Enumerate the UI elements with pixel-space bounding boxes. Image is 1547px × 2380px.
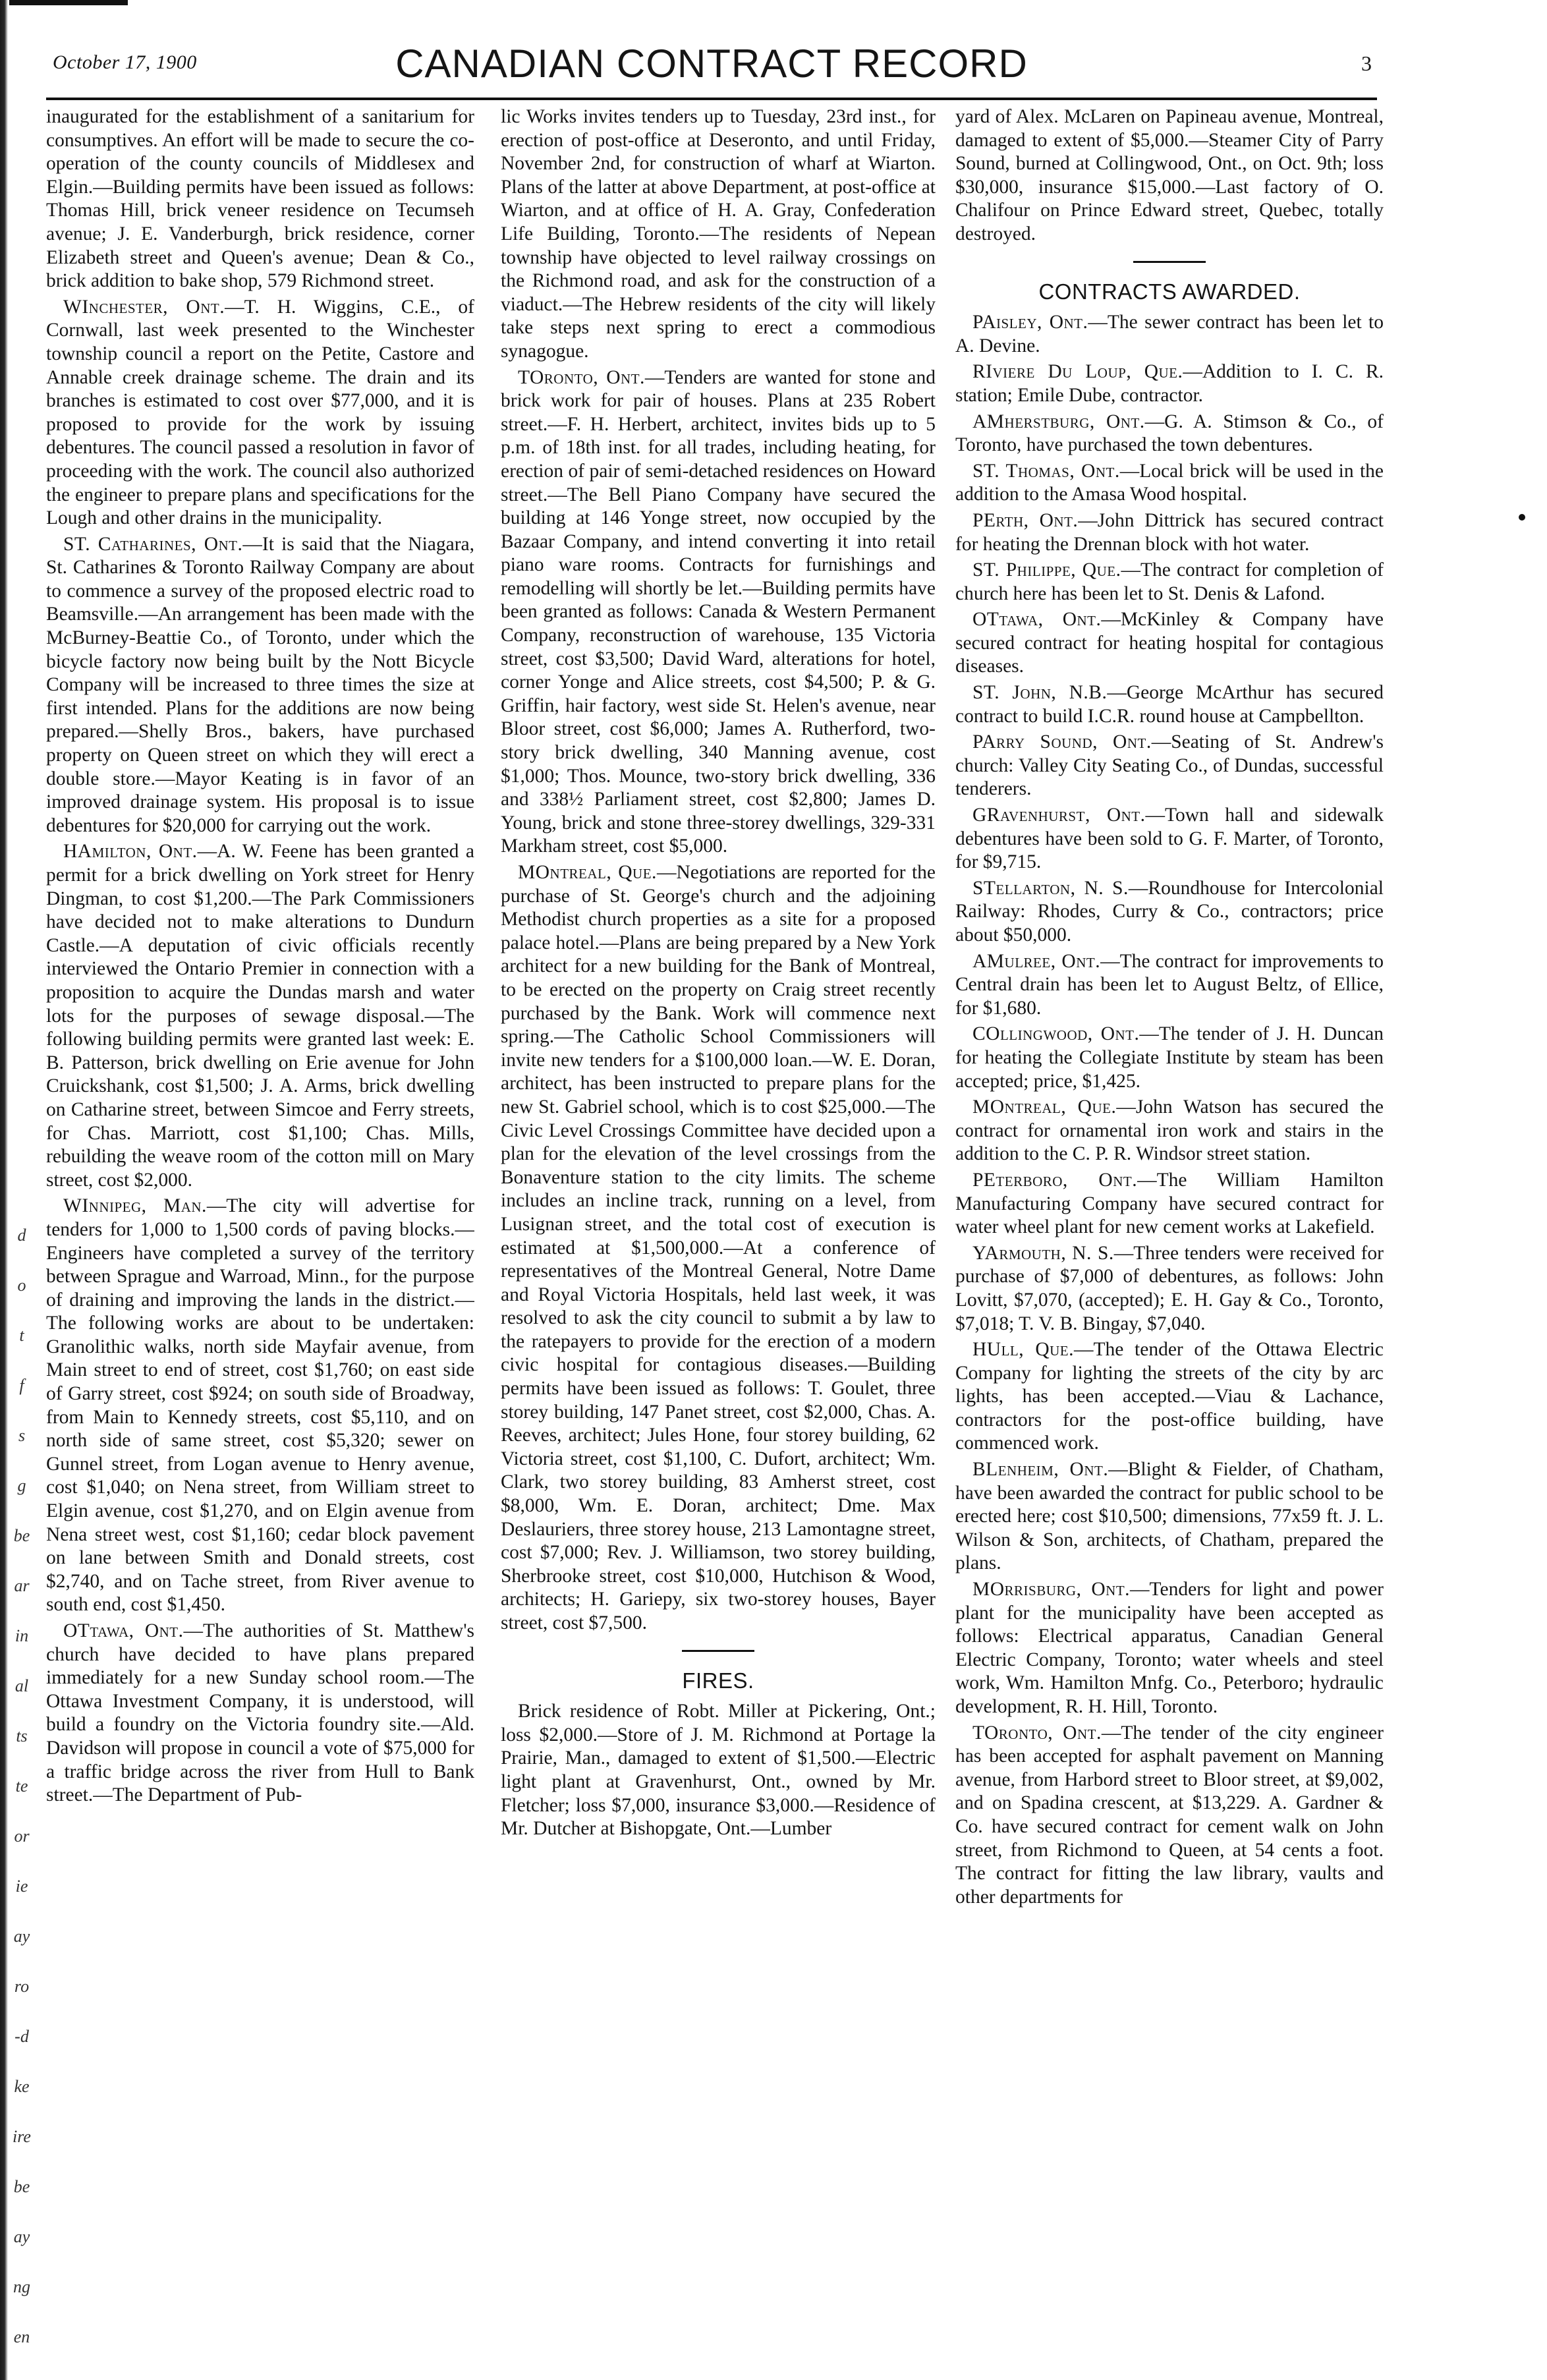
margin-fragment: ts bbox=[16, 1726, 28, 1745]
contract-item: ST. Philippe, Que.—The contract for completion of church here has been let to St. Denis & Lafond. bbox=[955, 559, 1384, 604]
column-2 bbox=[501, 105, 936, 2346]
article-paragraph: yard of Alex. McLaren on Papineau avenue, Montreal, damaged to extent of $5,000.—Steamer City of Parry Sound, burned at Collingwood, Ont., on Oct. 9th; loss $30,000, insurance $15,000.—Last factory of O. Chalifour on Prince Edward street, Quebec, totally destroyed. bbox=[955, 106, 1384, 244]
dateline: ST. Thomas, Ont. bbox=[972, 460, 1120, 482]
section-rule bbox=[1133, 261, 1206, 263]
margin-fragment: be bbox=[13, 1526, 30, 1545]
column-3 bbox=[955, 105, 1384, 2346]
dateline: OTtawa, Ont. bbox=[972, 609, 1102, 631]
margin-fragment: ire bbox=[13, 2127, 31, 2146]
dateline: PErth, Ont. bbox=[972, 509, 1079, 531]
dateline: ST. Philippe, Que. bbox=[972, 559, 1121, 581]
margin-fragment: t bbox=[19, 1326, 24, 1345]
contract-item: ST. John, N.B.—George McArthur has secured contract to build I.C.R. round house at Campbellton. bbox=[955, 682, 1384, 727]
article-paragraph: MOntreal, Que.—Negotiations are reported for the purchase of St. George's church and the adjoining Methodist church properties as a site for a proposed palace hotel.—Plans are being prepared by a New York architect for a new building for the Bank of Montreal, to be erected on the property on Craig street recently purchased by the Bank. Work will commence next spring.—The Catholic School Commissioners will invite new tenders for a $100,000 loan.—W. E. Doran, architect, has been instructed to prepare plans for the new St. Gabriel school, which is to cost $25,000.—The Civic Level Crossings Committee have decided upon a plan for the elevation of the level crossings from the Bonaventure station to the city limits. The scheme includes an incline track, running on a level, from Lusignan street, and the total cost of execution is estimated at $1,500,000.—At a conference of representatives of the Montreal General, Notre Dame and Royal Victoria Hospitals, held last week, it was resolved to ask the city council to submit a by law to the ratepayers to provide for the erection of a modern civic hospital for contagious diseases.—Building permits have been issued as follows: T. Goulet, three storey building, 147 Panet street, cost $2,000, Chas. A. Reeves, architect; Jules Hone, four storey building, 62 Victoria street, cost $1,100, C. Dufort, architect; Wm. Clark, two storey building, 83 Amherst street, cost $8,000, Wm. E. Doran, architect; Dme. Max Deslauriers, three storey house, 213 Lamontagne street, cost $7,000; Rev. J. Williamson, two storey building, Sherbrooke street, cost $10,000, Hutchison & Wood, architects; H. Gariepy, six two-storey houses, Bayer street, cost $7,500. bbox=[501, 862, 936, 1633]
page-header bbox=[46, 33, 1377, 99]
contract-item: COllingwood, Ont.—The tender of J. H. Duncan for heating the Collegiate Institute by steam has been accepted; price, $1,425. bbox=[955, 1023, 1384, 1092]
dateline: MOntreal, Que. bbox=[518, 862, 657, 883]
margin-fragment: en bbox=[13, 2327, 30, 2346]
section-rule bbox=[682, 1650, 754, 1652]
margin-fragment: te bbox=[15, 1776, 28, 1796]
contract-item: BLenheim, Ont.—Blight & Fielder, of Chatham, have been awarded the contract for public school to be erected here; cost $10,500; dimensions, 77x59 ft. J. L. Wilson & Son, architects, of Chatham, prepared the plans. bbox=[955, 1459, 1384, 1574]
contract-item: PEterboro, Ont.—The William Hamilton Manufacturing Company have secured contract for water wheel plant for new cement works at Lakefield. bbox=[955, 1169, 1384, 1238]
contract-item: PArry Sound, Ont.—Seating of St. Andrew's church: Valley City Seating Co., of Dundas, successful tenderers. bbox=[955, 731, 1384, 800]
dateline: TOronto, Ont. bbox=[972, 1722, 1102, 1743]
publication-title: CANADIAN CONTRACT RECORD bbox=[395, 42, 1028, 86]
contract-item: OTtawa, Ont.—McKinley & Company have secured contract for heating hospital for contagious diseases. bbox=[955, 609, 1384, 677]
page-binding-edge bbox=[0, 0, 8, 2380]
dateline: COllingwood, Ont. bbox=[972, 1023, 1140, 1045]
margin-fragment: g bbox=[17, 1476, 26, 1495]
column-1 bbox=[46, 105, 474, 2346]
corner-mark bbox=[9, 0, 128, 5]
article-paragraph: ST. Catharines, Ont.—It is said that the Niagara, St. Catharines & Toronto Railway Company are about to commence a survey of the proposed electric road to Beamsville.—An arrangement has been made with the McBurney-Beattie Co., of Toronto, under which the bicycle factory now being built by the Nott Bicycle Company will be increased to three times the size at first intended. Plans for the additions are now being prepared.—Shelly Bros., bakers, have purchased property on Queen street on which they will erect a double store.—Mayor Keating is in favor of an improved drainage system. His proposal is to issue debentures for $20,000 for carrying out the work. bbox=[46, 533, 474, 836]
contract-item: PErth, Ont.—John Dittrick has secured contract for heating the Drennan block with hot water. bbox=[955, 509, 1384, 555]
dateline: ST. Catharines, Ont. bbox=[63, 533, 243, 555]
dateline: MOrrisburg, Ont. bbox=[972, 1579, 1131, 1601]
margin-fragment: o bbox=[17, 1276, 26, 1295]
article-paragraph: lic Works invites tenders up to Tuesday, 23rd inst., for erection of post-office at Deseronto, and until Friday, November 2nd, for construction of wharf at Wiarton. Plans of the latter at above Department, at post-office at Wiarton, and at office of H. A. Gray, Confederation Life Building, Toronto.—The residents of Nepean township have objected to level railway crossings on the Richmond road, and ask for the construction of a viaduct.—The Hebrew residents of the city will likely take steps next spring to erect a commodious synagogue. bbox=[501, 106, 936, 362]
margin-fragment: s bbox=[18, 1426, 26, 1445]
article-paragraph: TOronto, Ont.—Tenders are wanted for stone and brick work for pair of houses. Plans at 235 Robert street.—F. H. Herbert, architect, invites bids up to 5 p.m. of 18th inst. for all trades, including heating, for erection of pair of semi-detached residences on Howard street.—The Bell Piano Company have secured the building at 146 Yonge street, now occupied by the Bazaar Company, and intend converting it into retail piano ware rooms. Contracts for furnishings and remodelling will shortly be let.—Building permits have been granted as follows: Canada & Western Permanent Company, reconstruction of warehouse, 135 Victoria street, cost $3,500; David Ward, alterations for hotel, corner Yonge and Alice streets, cost $4,500; P. & G. Griffin, hair factory, west side St. Helen's avenue, near Bloor street, cost $6,000; James A. Rutherford, two-story brick dwelling, 340 Manning avenue, cost $1,000; Thos. Mounce, two-story brick dwelling, 336 and 338½ Parliament street, cost $2,800; James D. Young, brick and stone three-storey dwellings, 329-331 Markham street, cost $5,000. bbox=[501, 366, 936, 857]
margin-fragment: ar bbox=[14, 1576, 30, 1595]
article-paragraph: HAmilton, Ont.—A. W. Feene has been granted a permit for a brick dwelling on York street for Henry Dingman, to cost $1,200.—The Park Commissioners have decided not to make alterations to Dundurn Castle.—A deputation of civic officials recently interviewed the Ontario Premier in connection with a proposition to acquire the Dundas marsh and water lots for the purposes of sewage disposal.—The following building permits were granted last week: E. B. Patterson, brick dwelling on Erie avenue for John Cruickshank, cost $1,500; J. A. Arms, brick dwelling on Catharine street, between Simcoe and Ferry streets, for Chas. Marriott, cost $1,100; Chas. Mills, rebuilding the weave room of the cotton mill on Mary street, cost $2,000. bbox=[46, 841, 474, 1191]
contract-item: ST. Thomas, Ont.—Local brick will be used in the addition to the Amasa Wood hospital. bbox=[955, 460, 1384, 505]
fires-paragraph: Brick residence of Robt. Miller at Pickering, Ont.; loss $2,000.—Store of J. M. Richmond at Portage la Prairie, Man., damaged to extent of $1,500.—Electric light plant at Gravenhurst, Ont., owned by Mr. Fletcher; loss $7,000, insurance $3,000.—Residence of Mr. Dutcher at Bishopgate, Ont.—Lumber bbox=[501, 1701, 936, 1840]
contract-item: STellarton, N. S.—Roundhouse for Intercolonial Railway: Rhodes, Curry & Co., contractors; price about $50,000. bbox=[955, 877, 1384, 946]
margin-fragment: al bbox=[14, 1676, 29, 1695]
dateline: PArry Sound, Ont. bbox=[972, 731, 1152, 753]
contract-item: MOrrisburg, Ont.—Tenders for light and power plant for the municipality have been accepted as follows: Electrical apparatus, Canadian General Electric Company, Toronto; water wheels and steel work, Wm. Hamilton Mnfg. Co., Peterboro; hydraulic development, R. H. Hill, Toronto. bbox=[955, 1579, 1384, 1717]
article-paragraph: OTtawa, Ont.—The authorities of St. Matthew's church have decided to have plans prepared immediately for a new Sunday school room.—The Ottawa Investment Company, it is understood, will build a foundry on the Victoria foundry site.—Ald. Davidson will propose in council a vote of $75,000 for a traffic bridge across the river from Hull to Bank street.—The Department of Pub- bbox=[46, 1620, 474, 1806]
margin-fragment: ng bbox=[13, 2277, 30, 2296]
dateline: PAisley, Ont. bbox=[972, 312, 1088, 333]
contracts-list bbox=[955, 311, 1384, 1909]
margin-fragment: ke bbox=[14, 2077, 30, 2096]
dateline: AMulree, Ont. bbox=[972, 950, 1101, 972]
fires-heading: FIRES. bbox=[682, 1668, 754, 1693]
margin-fragment: be bbox=[13, 2177, 30, 2196]
article-paragraph: WInnipeg, Man.—The city will advertise for tenders for 1,000 to 1,500 cords of paving blocks.—Engineers have completed a survey of the territory between Sprague and Warroad, Minn., for the purpose of draining and improving the lands in the district.—The following works are about to be undertaken: Granolithic walks, north side Mayfair avenue, from Main street to end of street, cost $1,760; on east side of Garry street, cost $924; on south side of Broadway, from Main to Kennedy streets, cost $5,110, and on north side of same street, cost $5,320; sewer on Gunnel street, from Logan avenue to Henry avenue, cost $1,040; on Nena street, from William street to Elgin avenue, cost $1,270, and on Elgin avenue from Nena street west, cost $1,160; cedar block pavement on lane between Smith and Donald streets, cost $2,740, and on Tache street, from River avenue to south end, cost $1,450. bbox=[46, 1195, 474, 1616]
margin-fragment: -d bbox=[14, 2027, 29, 2046]
contract-item: PAisley, Ont.—The sewer contract has been let to A. Devine. bbox=[955, 312, 1384, 356]
dateline: MOntreal, Que. bbox=[972, 1096, 1117, 1118]
margin-fragment: or bbox=[14, 1827, 30, 1846]
contract-item: TOronto, Ont.—The tender of the city engineer has been accepted for asphalt pavement on Manning avenue, from Harbord street to Bloor street, at $9,002, and on Spadina crescent, at $13,229. A. Gardner & Co. have secured contract for cement walk on John street, from Richmond to Queen, at 54 cents a foot. The contract for fitting the law library, vaults and other departments for bbox=[955, 1722, 1384, 1908]
dateline: WInchester, Ont. bbox=[63, 296, 225, 318]
dateline: HAmilton, Ont. bbox=[63, 841, 198, 863]
article-paragraph: WInchester, Ont.—T. H. Wiggins, C.E., of Cornwall, last week presented to the Winchester township council a report on the Petite, Castore and Annable creek drainage scheme. The drain and its branches is estimated to cost over $77,000, and it is proposed to provide for the work by issuing debentures. The council passed a resolution in favor of proceeding with the work. The council also authorized the engineer to prepare plans and specifications for the Lough and other drains in the municipality. bbox=[46, 296, 474, 529]
dateline: ST. John, N.B. bbox=[972, 682, 1108, 704]
margin-fragment: f bbox=[19, 1376, 24, 1395]
ink-dot bbox=[1519, 514, 1525, 521]
margin-fragment: ay bbox=[13, 1927, 30, 1946]
issue-date: October 17, 1900 bbox=[53, 51, 197, 73]
contract-item: HUll, Que.—The tender of the Ottawa Electric Company for lighting the streets of the city by arc lights, has been accepted.—Viau & Lachance, contractors for the post-office building, have commenced work. bbox=[955, 1339, 1384, 1454]
dateline: BLenheim, Ont. bbox=[972, 1459, 1109, 1481]
margin-fragment: in bbox=[14, 1626, 29, 1645]
page-number: 3 bbox=[1361, 51, 1372, 75]
margin-fragment: d bbox=[17, 1226, 26, 1245]
dateline: STellarton, N. S. bbox=[972, 877, 1129, 899]
dateline: AMherstburg, Ont. bbox=[972, 411, 1145, 432]
contract-item: MOntreal, Que.—John Watson has secured the contract for ornamental iron work and stairs in the addition to the C. P. R. Windsor street station. bbox=[955, 1096, 1384, 1165]
dateline: RIviere Du Loup, Que. bbox=[972, 361, 1183, 383]
dateline: TOronto, Ont. bbox=[518, 366, 645, 388]
dateline: WInnipeg, Man. bbox=[63, 1195, 207, 1217]
contracts-awarded-heading: CONTRACTS AWARDED. bbox=[1038, 279, 1301, 304]
dateline: GRavenhurst, Ont. bbox=[972, 805, 1146, 826]
dateline: PEterboro, Ont. bbox=[972, 1169, 1138, 1191]
margin-fragment: ie bbox=[15, 1877, 28, 1896]
contract-item: RIviere Du Loup, Que.—Addition to I. C. R. station; Emile Dube, contractor. bbox=[955, 361, 1384, 406]
header-rule bbox=[46, 98, 1377, 100]
contract-item: AMulree, Ont.—The contract for improvements to Central drain has been let to August Beltz, of Ellice, for $1,680. bbox=[955, 950, 1384, 1019]
dateline: OTtawa, Ont. bbox=[63, 1620, 184, 1641]
margin-fragment: ay bbox=[13, 2227, 30, 2246]
dateline: HUll, Que. bbox=[972, 1339, 1074, 1361]
contract-item: AMherstburg, Ont.—G. A. Stimson & Co., of Toronto, have purchased the town debentures. bbox=[955, 411, 1384, 456]
dateline: YArmouth, N. S. bbox=[972, 1242, 1114, 1264]
margin-fragment: ro bbox=[14, 1977, 30, 1996]
contract-item: GRavenhurst, Ont.—Town hall and sidewalk debentures have been sold to G. F. Marter, of Toronto, for $9,715. bbox=[955, 805, 1384, 873]
article-paragraph: inaugurated for the establishment of a sanitarium for consumptives. An effort will be made to secure the co-operation of the county councils of Middlesex and Elgin.—Building permits have been issued as follows: Thomas Hill, brick veneer residence on Tecumseh avenue; J. E. Vanderburgh, brick residence, corner Elizabeth street and Queen's avenue; Dean & Co., brick addition to bake shop, 579 Richmond street. bbox=[46, 106, 474, 292]
contract-item: YArmouth, N. S.—Three tenders were received for purchase of $7,000 of debentures, as follows: John Lovitt, $7,070, (accepted); E. H. Gay & Co., Toronto, $7,018; T. V. B. Bingay, $7,040. bbox=[955, 1242, 1384, 1334]
